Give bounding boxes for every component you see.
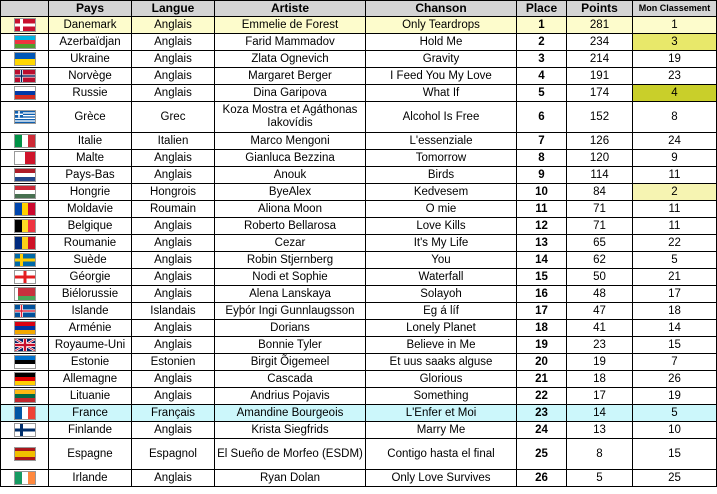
italy-flag bbox=[14, 134, 36, 148]
artiste-cell: Birgit Õigemeel bbox=[215, 354, 366, 371]
chanson-cell: L'essenziale bbox=[366, 133, 517, 150]
classement-cell: 5 bbox=[633, 252, 717, 269]
table-row bbox=[1, 150, 717, 167]
pays-cell: Estonie bbox=[49, 354, 132, 371]
points-cell: 71 bbox=[567, 218, 633, 235]
pays-cell: Espagne bbox=[49, 439, 132, 470]
points-cell: 5 bbox=[567, 470, 633, 487]
georgia-flag bbox=[14, 270, 36, 284]
points-cell: 8 bbox=[567, 439, 633, 470]
classement-cell: 3 bbox=[633, 34, 717, 51]
pays-cell: Suède bbox=[49, 252, 132, 269]
points-cell: 71 bbox=[567, 201, 633, 218]
flag-cell bbox=[1, 201, 49, 218]
chanson-cell: Marry Me bbox=[366, 422, 517, 439]
table-row bbox=[1, 320, 717, 337]
flag-cell bbox=[1, 252, 49, 269]
langue-cell: Roumain bbox=[132, 201, 215, 218]
pays-cell: Allemagne bbox=[49, 371, 132, 388]
langue-cell: Grec bbox=[132, 102, 215, 133]
armenia-flag bbox=[14, 321, 36, 335]
langue-cell: Hongrois bbox=[132, 184, 215, 201]
langue-cell: Anglais bbox=[132, 85, 215, 102]
chanson-cell: Tomorrow bbox=[366, 150, 517, 167]
netherlands-flag bbox=[14, 168, 36, 182]
table-row bbox=[1, 102, 717, 133]
classement-cell: 10 bbox=[633, 422, 717, 439]
pays-cell: Malte bbox=[49, 150, 132, 167]
langue-cell: Anglais bbox=[132, 286, 215, 303]
chanson-cell: It's My Life bbox=[366, 235, 517, 252]
pays-header: Pays bbox=[49, 1, 132, 17]
hungary-flag bbox=[14, 185, 36, 199]
pays-cell: Finlande bbox=[49, 422, 132, 439]
table-row bbox=[1, 34, 717, 51]
points-cell: 13 bbox=[567, 422, 633, 439]
langue-cell: Anglais bbox=[132, 371, 215, 388]
pays-cell: Biélorussie bbox=[49, 286, 132, 303]
flag-cell bbox=[1, 405, 49, 422]
chanson-cell: Believe in Me bbox=[366, 337, 517, 354]
table-row bbox=[1, 201, 717, 218]
langue-cell: Italien bbox=[132, 133, 215, 150]
classement-cell: 4 bbox=[633, 85, 717, 102]
flag-cell bbox=[1, 133, 49, 150]
points-cell: 174 bbox=[567, 85, 633, 102]
table-row bbox=[1, 252, 717, 269]
points-cell: 50 bbox=[567, 269, 633, 286]
belarus-flag bbox=[14, 287, 36, 301]
flag-cell bbox=[1, 303, 49, 320]
place-cell: 16 bbox=[517, 286, 567, 303]
iceland-flag bbox=[14, 304, 36, 318]
header-row bbox=[1, 1, 717, 17]
classement-cell: 1 bbox=[633, 17, 717, 34]
place-cell: 22 bbox=[517, 388, 567, 405]
place-cell: 14 bbox=[517, 252, 567, 269]
langue-cell: Estonien bbox=[132, 354, 215, 371]
estonia-flag bbox=[14, 355, 36, 369]
malta-flag bbox=[14, 151, 36, 165]
artiste-cell: Krista Siegfrids bbox=[215, 422, 366, 439]
place-cell: 20 bbox=[517, 354, 567, 371]
place-cell: 3 bbox=[517, 51, 567, 68]
flag-cell bbox=[1, 388, 49, 405]
classement-cell: 26 bbox=[633, 371, 717, 388]
table-row bbox=[1, 218, 717, 235]
spain-flag bbox=[14, 447, 36, 461]
place-cell: 8 bbox=[517, 150, 567, 167]
classement-cell: 15 bbox=[633, 439, 717, 470]
artiste-cell: Margaret Berger bbox=[215, 68, 366, 85]
chanson-cell: Kedvesem bbox=[366, 184, 517, 201]
classement-cell: 21 bbox=[633, 269, 717, 286]
place-cell: 10 bbox=[517, 184, 567, 201]
flag-cell bbox=[1, 85, 49, 102]
chanson-cell: L'Enfer et Moi bbox=[366, 405, 517, 422]
place-cell: 11 bbox=[517, 201, 567, 218]
chanson-cell: Contigo hasta el final bbox=[366, 439, 517, 470]
points-cell: 14 bbox=[567, 405, 633, 422]
table-row bbox=[1, 133, 717, 150]
pays-cell: Lituanie bbox=[49, 388, 132, 405]
points-cell: 19 bbox=[567, 354, 633, 371]
flag-cell bbox=[1, 51, 49, 68]
artiste-cell: Nodi et Sophie bbox=[215, 269, 366, 286]
flag-cell bbox=[1, 102, 49, 133]
pays-cell: France bbox=[49, 405, 132, 422]
points-header: Points bbox=[567, 1, 633, 17]
classement-cell: 8 bbox=[633, 102, 717, 133]
ukraine-flag bbox=[14, 52, 36, 66]
artiste-header: Artiste bbox=[215, 1, 366, 17]
place-cell: 7 bbox=[517, 133, 567, 150]
artiste-cell: Anouk bbox=[215, 167, 366, 184]
chanson-cell: O mie bbox=[366, 201, 517, 218]
artiste-cell: Emmelie de Forest bbox=[215, 17, 366, 34]
artiste-cell: Dorians bbox=[215, 320, 366, 337]
chanson-cell: Love Kills bbox=[366, 218, 517, 235]
table-row bbox=[1, 422, 717, 439]
points-cell: 191 bbox=[567, 68, 633, 85]
place-cell: 23 bbox=[517, 405, 567, 422]
chanson-cell: Birds bbox=[366, 167, 517, 184]
artiste-cell: Cascada bbox=[215, 371, 366, 388]
flag-cell bbox=[1, 422, 49, 439]
langue-header: Langue bbox=[132, 1, 215, 17]
chanson-cell: Et uus saaks alguse bbox=[366, 354, 517, 371]
place-cell: 25 bbox=[517, 439, 567, 470]
table-row bbox=[1, 184, 717, 201]
pays-cell: Irlande bbox=[49, 470, 132, 487]
points-cell: 126 bbox=[567, 133, 633, 150]
pays-cell: Royaume-Uni bbox=[49, 337, 132, 354]
artiste-cell: Farid Mammadov bbox=[215, 34, 366, 51]
place-cell: 13 bbox=[517, 235, 567, 252]
flag-cell bbox=[1, 68, 49, 85]
classement-cell: 19 bbox=[633, 388, 717, 405]
langue-cell: Anglais bbox=[132, 34, 215, 51]
pays-cell: Norvège bbox=[49, 68, 132, 85]
finland-flag bbox=[14, 423, 36, 437]
artiste-cell: Gianluca Bezzina bbox=[215, 150, 366, 167]
artiste-cell: Dina Garipova bbox=[215, 85, 366, 102]
artiste-cell: Zlata Ognevich bbox=[215, 51, 366, 68]
flag-cell bbox=[1, 470, 49, 487]
pays-cell: Russie bbox=[49, 85, 132, 102]
langue-cell: Anglais bbox=[132, 51, 215, 68]
points-cell: 18 bbox=[567, 371, 633, 388]
langue-cell: Anglais bbox=[132, 269, 215, 286]
norway-flag bbox=[14, 69, 36, 83]
belgium-flag bbox=[14, 219, 36, 233]
classement-cell: 2 bbox=[633, 184, 717, 201]
classement-cell: 23 bbox=[633, 68, 717, 85]
table-row bbox=[1, 85, 717, 102]
place-cell: 1 bbox=[517, 17, 567, 34]
pays-cell: Géorgie bbox=[49, 269, 132, 286]
chanson-cell: Alcohol Is Free bbox=[366, 102, 517, 133]
points-cell: 234 bbox=[567, 34, 633, 51]
chanson-cell: Lonely Planet bbox=[366, 320, 517, 337]
place-cell: 15 bbox=[517, 269, 567, 286]
flag-cell bbox=[1, 235, 49, 252]
table-row bbox=[1, 388, 717, 405]
langue-cell: Anglais bbox=[132, 235, 215, 252]
table-row bbox=[1, 439, 717, 470]
classement-cell: 25 bbox=[633, 470, 717, 487]
flag-cell bbox=[1, 354, 49, 371]
pays-cell: Danemark bbox=[49, 17, 132, 34]
classement-cell: 11 bbox=[633, 167, 717, 184]
artiste-cell: Roberto Bellarosa bbox=[215, 218, 366, 235]
pays-cell: Roumanie bbox=[49, 235, 132, 252]
place-cell: 17 bbox=[517, 303, 567, 320]
place-cell: 4 bbox=[517, 68, 567, 85]
points-cell: 48 bbox=[567, 286, 633, 303]
pays-cell: Pays-Bas bbox=[49, 167, 132, 184]
classement-cell: 5 bbox=[633, 405, 717, 422]
classement-cell: 11 bbox=[633, 218, 717, 235]
langue-cell: Anglais bbox=[132, 252, 215, 269]
place-cell: 6 bbox=[517, 102, 567, 133]
moldova-flag bbox=[14, 202, 36, 216]
artiste-cell: El Sueño de Morfeo (ESDM) bbox=[215, 439, 366, 470]
flag-cell bbox=[1, 320, 49, 337]
greece-flag bbox=[14, 110, 36, 124]
pays-cell: Ukraine bbox=[49, 51, 132, 68]
table-row bbox=[1, 337, 717, 354]
points-cell: 23 bbox=[567, 337, 633, 354]
flag-cell bbox=[1, 167, 49, 184]
flag-cell bbox=[1, 439, 49, 470]
chanson-cell: Waterfall bbox=[366, 269, 517, 286]
langue-cell: Anglais bbox=[132, 68, 215, 85]
points-cell: 62 bbox=[567, 252, 633, 269]
langue-cell: Anglais bbox=[132, 422, 215, 439]
table-row bbox=[1, 303, 717, 320]
artiste-cell: Alena Lanskaya bbox=[215, 286, 366, 303]
place-cell: 24 bbox=[517, 422, 567, 439]
langue-cell: Anglais bbox=[132, 17, 215, 34]
sweden-flag bbox=[14, 253, 36, 267]
table-row bbox=[1, 354, 717, 371]
pays-cell: Hongrie bbox=[49, 184, 132, 201]
place-cell: 2 bbox=[517, 34, 567, 51]
classement-cell: 17 bbox=[633, 286, 717, 303]
table-row bbox=[1, 235, 717, 252]
langue-cell: Anglais bbox=[132, 337, 215, 354]
pays-cell: Arménie bbox=[49, 320, 132, 337]
flag-cell bbox=[1, 337, 49, 354]
place-cell: 9 bbox=[517, 167, 567, 184]
pays-cell: Azerbaïdjan bbox=[49, 34, 132, 51]
place-cell: 19 bbox=[517, 337, 567, 354]
ireland-flag bbox=[14, 471, 36, 485]
table-row bbox=[1, 470, 717, 487]
artiste-cell: Andrius Pojavis bbox=[215, 388, 366, 405]
artiste-cell: Ryan Dolan bbox=[215, 470, 366, 487]
russia-flag bbox=[14, 86, 36, 100]
classement-cell: 14 bbox=[633, 320, 717, 337]
chanson-header: Chanson bbox=[366, 1, 517, 17]
classement-cell: 15 bbox=[633, 337, 717, 354]
points-cell: 17 bbox=[567, 388, 633, 405]
flag-cell bbox=[1, 17, 49, 34]
artiste-cell: Cezar bbox=[215, 235, 366, 252]
table-row bbox=[1, 405, 717, 422]
langue-cell: Français bbox=[132, 405, 215, 422]
table-row bbox=[1, 17, 717, 34]
chanson-cell: Something bbox=[366, 388, 517, 405]
langue-cell: Islandais bbox=[132, 303, 215, 320]
chanson-cell: Hold Me bbox=[366, 34, 517, 51]
flag-cell bbox=[1, 269, 49, 286]
place-cell: 21 bbox=[517, 371, 567, 388]
classement-cell: 24 bbox=[633, 133, 717, 150]
chanson-cell: Only Love Survives bbox=[366, 470, 517, 487]
points-cell: 84 bbox=[567, 184, 633, 201]
langue-cell: Anglais bbox=[132, 320, 215, 337]
flag-cell bbox=[1, 218, 49, 235]
chanson-cell: Glorious bbox=[366, 371, 517, 388]
artiste-cell: Bonnie Tyler bbox=[215, 337, 366, 354]
germany-flag bbox=[14, 372, 36, 386]
romania-flag bbox=[14, 236, 36, 250]
classement-cell: 19 bbox=[633, 51, 717, 68]
pays-cell: Grèce bbox=[49, 102, 132, 133]
flag-cell bbox=[1, 34, 49, 51]
place-header: Place bbox=[517, 1, 567, 17]
place-cell: 18 bbox=[517, 320, 567, 337]
table-row bbox=[1, 269, 717, 286]
points-cell: 281 bbox=[567, 17, 633, 34]
place-cell: 26 bbox=[517, 470, 567, 487]
classement-cell: 22 bbox=[633, 235, 717, 252]
flag-cell bbox=[1, 371, 49, 388]
chanson-cell: Gravity bbox=[366, 51, 517, 68]
points-cell: 47 bbox=[567, 303, 633, 320]
place-cell: 5 bbox=[517, 85, 567, 102]
artiste-cell: Robin Stjernberg bbox=[215, 252, 366, 269]
artiste-cell: Koza Mostra et Agáthonas Iakovídis bbox=[215, 102, 366, 133]
pays-cell: Islande bbox=[49, 303, 132, 320]
points-cell: 152 bbox=[567, 102, 633, 133]
chanson-cell: Eg á líf bbox=[366, 303, 517, 320]
classement-cell: 9 bbox=[633, 150, 717, 167]
artiste-cell: ByeAlex bbox=[215, 184, 366, 201]
langue-cell: Espagnol bbox=[132, 439, 215, 470]
langue-cell: Anglais bbox=[132, 150, 215, 167]
flag-cell bbox=[1, 150, 49, 167]
langue-cell: Anglais bbox=[132, 470, 215, 487]
pays-cell: Moldavie bbox=[49, 201, 132, 218]
flag-cell bbox=[1, 286, 49, 303]
langue-cell: Anglais bbox=[132, 218, 215, 235]
points-cell: 120 bbox=[567, 150, 633, 167]
flag-header bbox=[1, 1, 49, 17]
chanson-cell: I Feed You My Love bbox=[366, 68, 517, 85]
artiste-cell: Aliona Moon bbox=[215, 201, 366, 218]
table-row bbox=[1, 167, 717, 184]
classement-cell: 11 bbox=[633, 201, 717, 218]
table-row bbox=[1, 51, 717, 68]
place-cell: 12 bbox=[517, 218, 567, 235]
langue-cell: Anglais bbox=[132, 167, 215, 184]
flag-cell bbox=[1, 184, 49, 201]
classement-cell: 7 bbox=[633, 354, 717, 371]
azerbaijan-flag bbox=[14, 35, 36, 49]
points-cell: 41 bbox=[567, 320, 633, 337]
artiste-cell: Amandine Bourgeois bbox=[215, 405, 366, 422]
chanson-cell: What If bbox=[366, 85, 517, 102]
chanson-cell: Only Teardrops bbox=[366, 17, 517, 34]
points-cell: 214 bbox=[567, 51, 633, 68]
classement-cell: 18 bbox=[633, 303, 717, 320]
france-flag bbox=[14, 406, 36, 420]
table-row bbox=[1, 371, 717, 388]
pays-cell: Italie bbox=[49, 133, 132, 150]
artiste-cell: Eyþór Ingi Gunnlaugsson bbox=[215, 303, 366, 320]
points-cell: 114 bbox=[567, 167, 633, 184]
lithuania-flag bbox=[14, 389, 36, 403]
denmark-flag bbox=[14, 18, 36, 32]
langue-cell: Anglais bbox=[132, 388, 215, 405]
classement-header: Mon Classement bbox=[633, 1, 717, 17]
chanson-cell: Solayoh bbox=[366, 286, 517, 303]
table-row bbox=[1, 286, 717, 303]
pays-cell: Belgique bbox=[49, 218, 132, 235]
chanson-cell: You bbox=[366, 252, 517, 269]
uk-flag bbox=[14, 338, 36, 352]
artiste-cell: Marco Mengoni bbox=[215, 133, 366, 150]
points-cell: 65 bbox=[567, 235, 633, 252]
table-row bbox=[1, 68, 717, 85]
